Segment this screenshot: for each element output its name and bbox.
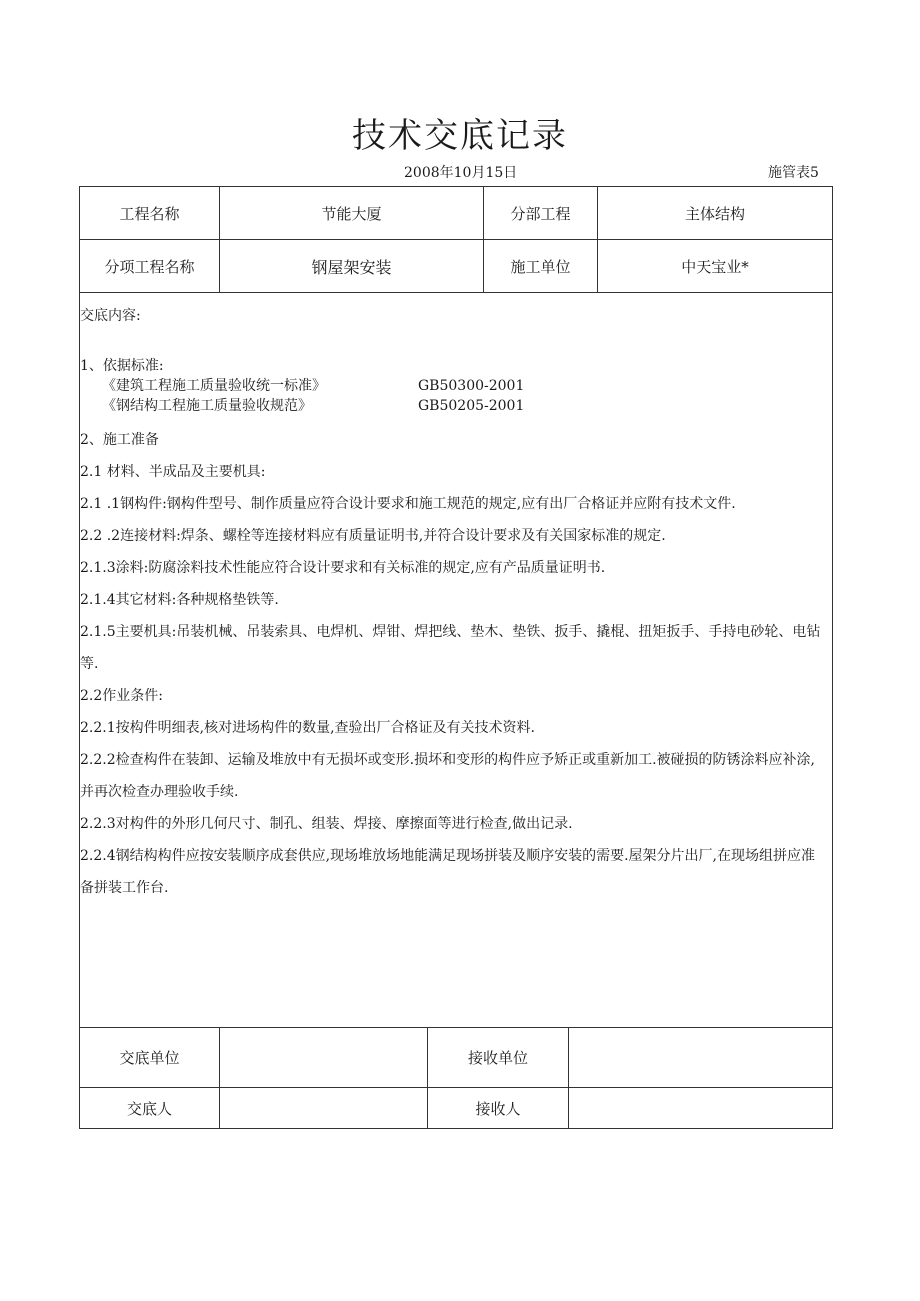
issuer-unit-label: 交底单位 (119, 1049, 180, 1067)
content-paragraph: 2.2.1按构件明细表,核对进场构件的数量,查验出厂合格证及有关技术资料. (80, 720, 535, 736)
project-name-value: 节能大厦 (321, 204, 382, 223)
issuer-label: 交底人 (126, 1099, 172, 1118)
basis-title: 1、依据标准: (80, 358, 164, 374)
contractor-value: 中天宝业* (681, 257, 749, 276)
table-divider (79, 292, 833, 293)
receiver-unit-label: 接收单位 (467, 1049, 528, 1067)
standard-row (80, 396, 828, 416)
content-paragraph: 2.2.4钢结构构件应按安装顺序成套供应,现场堆放场地能满足现场拼装及顺序安装的需要.屋架分片出厂,在现场组拼应准备拼装工作台. (80, 848, 815, 896)
issuer-unit-field[interactable] (220, 1028, 427, 1087)
receiver-field[interactable] (569, 1088, 832, 1128)
content-paragraph: 2.1 材料、半成品及主要机具: (80, 464, 266, 480)
content-paragraph: 2.2.2检查构件在装卸、运输及堆放中有无损坏或变形.损坏和变形的构件应予矫正或重新加工.被碰损的防锈涂料应补涂,并再次检查办理验收手续. (80, 752, 815, 800)
standard-name: 《钢结构工程施工质量验收规范》 (102, 398, 312, 414)
standard-code: GB50300-2001 (418, 378, 525, 394)
content-paragraph: 2.2.3对构件的外形几何尺寸、制孔、组装、焊接、摩擦面等进行检查,做出记录. (80, 816, 573, 832)
project-name-label: 工程名称 (119, 204, 180, 223)
content-paragraph: 2.1.5主要机具:吊装机械、吊装索具、电焊机、焊钳、焊把线、垫木、垫铁、扳手、撬棍、扭矩扳手、手持电砂轮、电钻等. (80, 624, 821, 672)
issuer-field[interactable] (220, 1088, 427, 1128)
subitem-value: 钢屋架安装 (311, 257, 392, 277)
record-date: 2008年10月15日 (404, 165, 518, 181)
content-paragraph: 2.1 .1钢构件:钢构件型号、制作质量应符合设计要求和施工规范的规定,应有出厂合格证并应附有技术文件. (80, 496, 736, 512)
standard-name: 《建筑工程施工质量验收统一标准》 (102, 378, 326, 394)
standard-row (80, 376, 828, 396)
content-paragraph: 2、施工准备 (80, 432, 159, 448)
briefing-content (80, 306, 828, 904)
form-number: 施管表5 (768, 165, 819, 181)
content-paragraph: 2.2 .2连接材料:焊条、螺栓等连接材料应有质量证明书,并符合设计要求及有关国家标准的规定. (80, 528, 666, 544)
standard-code: GB50205-2001 (418, 398, 525, 414)
content-paragraph: 2.2作业条件: (80, 688, 163, 704)
division-value: 主体结构 (684, 204, 745, 223)
receiver-unit-field[interactable] (569, 1028, 832, 1087)
page-title: 技术交底记录 (352, 116, 568, 156)
content-heading: 交底内容: (80, 308, 141, 324)
division-label: 分部工程 (510, 204, 571, 223)
receiver-label: 接收人 (475, 1099, 521, 1118)
content-paragraph: 2.1.3涂料:防腐涂料技术性能应符合设计要求和有关标准的规定,应有产品质量证明书. (80, 560, 606, 576)
contractor-label: 施工单位 (510, 257, 571, 276)
content-paragraph: 2.1.4其它材料:各种规格垫铁等. (80, 592, 279, 608)
subitem-label: 分项工程名称 (104, 257, 195, 276)
